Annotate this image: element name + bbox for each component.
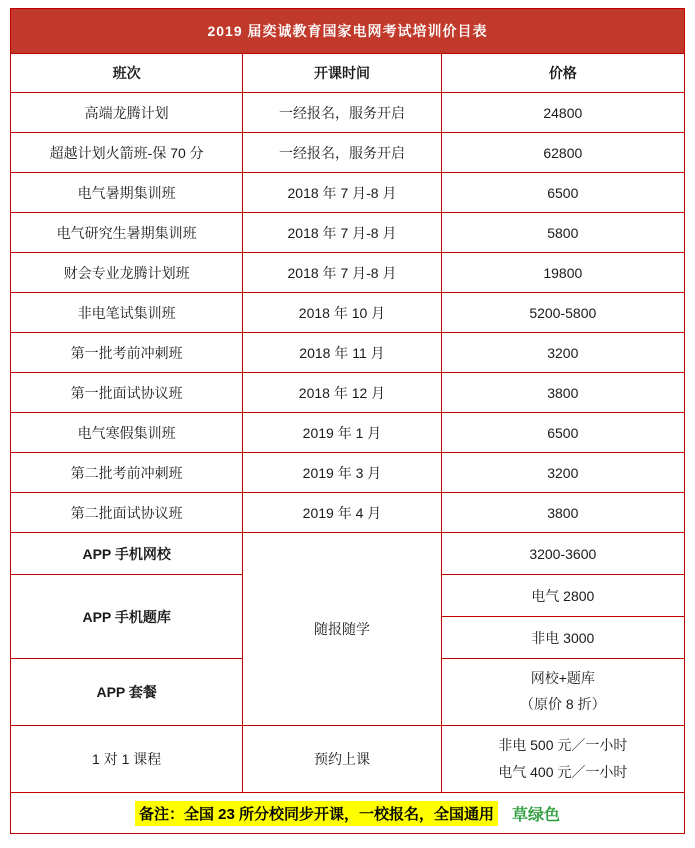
table-title-row — [11, 9, 685, 54]
row-price: 19800 — [441, 253, 684, 293]
price-table — [10, 8, 685, 834]
row-time: 2019 年 1 月 — [243, 413, 441, 453]
table-row — [11, 133, 685, 173]
row-time: 一经报名，服务开启 — [243, 93, 441, 133]
table-row — [11, 213, 685, 253]
row-class: 第一批面试协议班 — [11, 373, 243, 413]
footer-green-label: 草绿色 — [512, 806, 561, 824]
row-time: 2019 年 4 月 — [243, 493, 441, 533]
row-price: 24800 — [441, 93, 684, 133]
table-row — [11, 453, 685, 493]
row-class: APP 套餐 — [11, 659, 243, 726]
table-row — [11, 293, 685, 333]
table-row — [11, 253, 685, 293]
row-time: 2019 年 3 月 — [243, 453, 441, 493]
row-price: 3800 — [441, 493, 684, 533]
table-row — [11, 173, 685, 213]
row-time: 2018 年 10 月 — [243, 293, 441, 333]
row-class: APP 手机网校 — [11, 533, 243, 575]
page-title: 2019 届奕诚教育国家电网考试培训价目表 — [11, 9, 685, 54]
row-time: 2018 年 7 月-8 月 — [243, 213, 441, 253]
column-header-class: 班次 — [11, 54, 243, 93]
row-time: 预约上课 — [243, 726, 441, 793]
row-price: 6500 — [441, 413, 684, 453]
column-header-price: 价格 — [441, 54, 684, 93]
row-class: 第一批考前冲刺班 — [11, 333, 243, 373]
row-price: 62800 — [441, 133, 684, 173]
row-time: 2018 年 12 月 — [243, 373, 441, 413]
table-row-one-on-one — [11, 726, 685, 793]
table-row — [11, 493, 685, 533]
footer-note-cell — [11, 793, 685, 834]
footer-note: 备注：全国 23 所分校同步开课，一校报名，全国通用 — [135, 801, 498, 826]
row-price: 6500 — [441, 173, 684, 213]
table-row-app-online — [11, 533, 685, 575]
one-on-one-price-line1: 非电 500 元／一小时 — [498, 737, 628, 754]
row-price: 3200 — [441, 333, 684, 373]
row-class: 电气寒假集训班 — [11, 413, 243, 453]
row-price: 5800 — [441, 213, 684, 253]
table-row — [11, 333, 685, 373]
row-class: 非电笔试集训班 — [11, 293, 243, 333]
row-time: 2018 年 11 月 — [243, 333, 441, 373]
row-price: 5200-5800 — [441, 293, 684, 333]
row-price: 3200-3600 — [441, 533, 684, 575]
one-on-one-price-line2: 电气 400 元／一小时 — [498, 764, 628, 780]
table-footer-row — [11, 793, 685, 834]
row-class: 第二批考前冲刺班 — [11, 453, 243, 493]
table-row — [11, 373, 685, 413]
row-time: 一经报名，服务开启 — [243, 133, 441, 173]
table-row — [11, 413, 685, 453]
row-time: 2018 年 7 月-8 月 — [243, 253, 441, 293]
combo-price-line2: （原价 8 折） — [520, 696, 606, 712]
row-price-one-on-one — [441, 726, 684, 793]
row-class: 高端龙腾计划 — [11, 93, 243, 133]
row-price-line1: 电气 2800 — [441, 575, 684, 617]
row-price: 3800 — [441, 373, 684, 413]
row-class: 超越计划火箭班-保 70 分 — [11, 133, 243, 173]
row-class: APP 手机题库 — [11, 575, 243, 659]
row-class: 第二批面试协议班 — [11, 493, 243, 533]
row-price: 3200 — [441, 453, 684, 493]
row-price-line2: 非电 3000 — [441, 617, 684, 659]
row-time: 2018 年 7 月-8 月 — [243, 173, 441, 213]
row-class: 电气暑期集训班 — [11, 173, 243, 213]
row-time-merged: 随报随学 — [243, 533, 441, 726]
row-price-combo — [441, 659, 684, 726]
table-header-row — [11, 54, 685, 93]
row-class: 电气研究生暑期集训班 — [11, 213, 243, 253]
row-class: 1 对 1 课程 — [11, 726, 243, 793]
row-class: 财会专业龙腾计划班 — [11, 253, 243, 293]
combo-price-line1: 网校+题库 — [530, 670, 595, 687]
column-header-time: 开课时间 — [243, 54, 441, 93]
table-row — [11, 93, 685, 133]
